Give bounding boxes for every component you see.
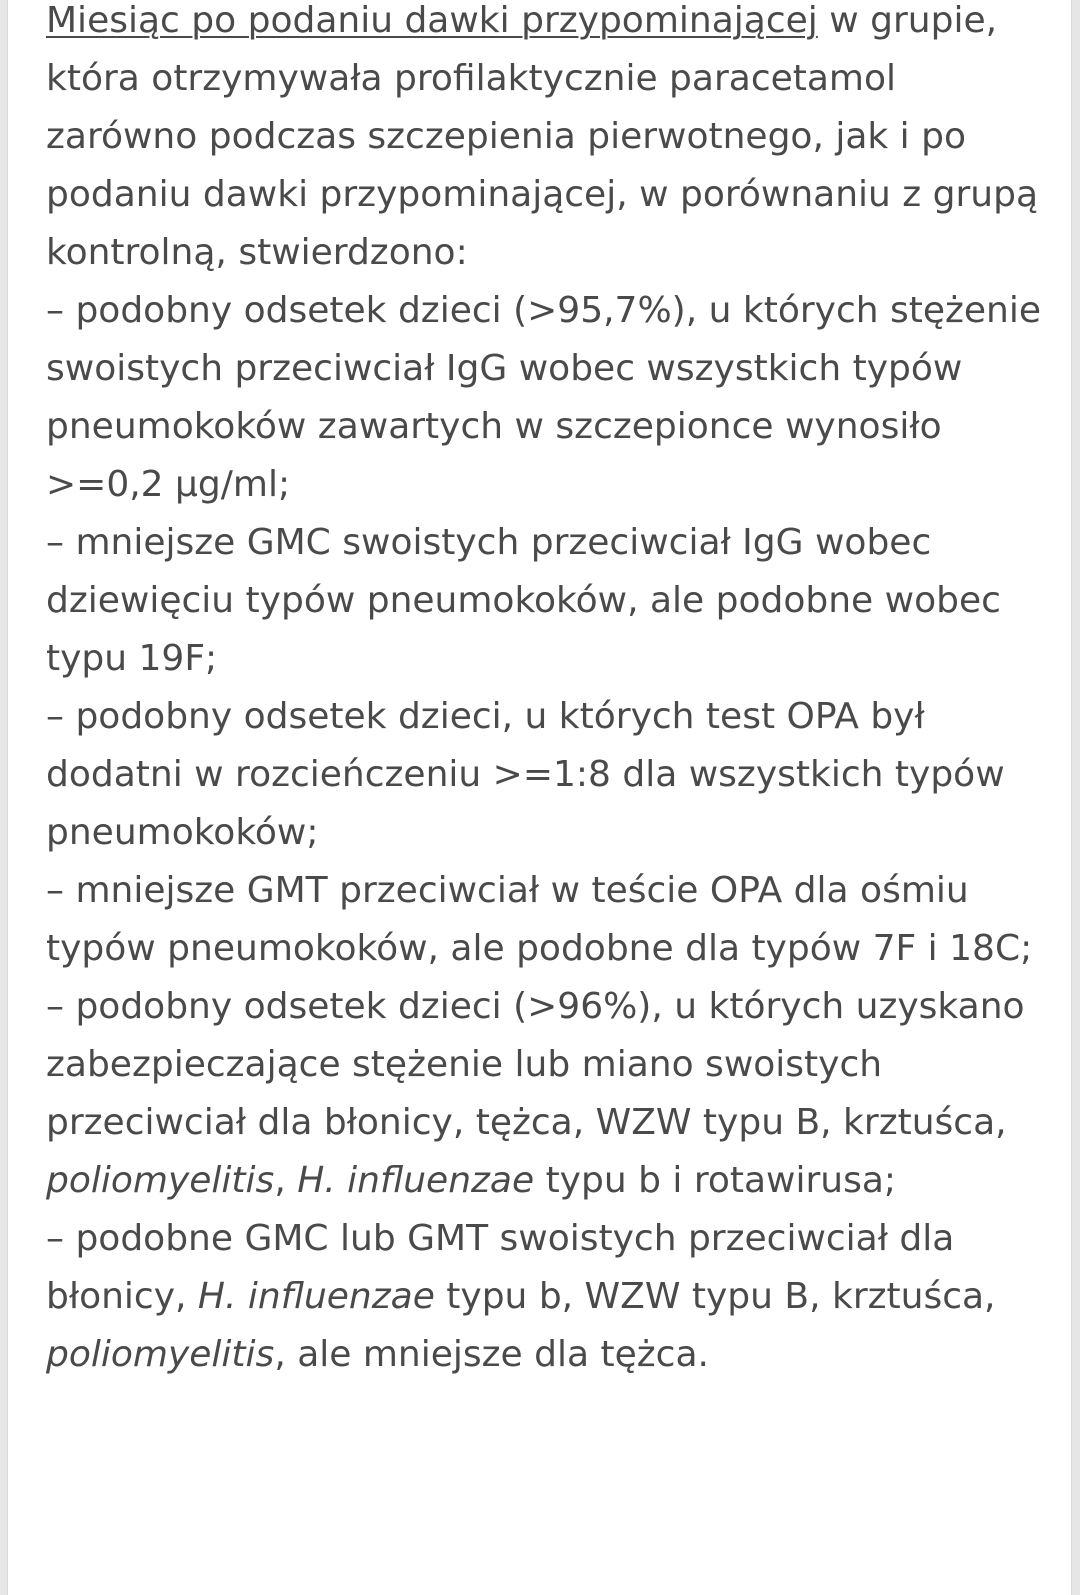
list-item-3: – podobny odsetek dzieci, u których test OPA był dodatni w rozcieńczeniu >=1:8 dla wszystkich typów pneumokoków; xyxy=(46,696,1005,853)
item6-text-2: typu b, WZW typu B, krztuśca, xyxy=(434,1276,996,1317)
item5-italic-influenzae: H. influenzae xyxy=(297,1160,535,1201)
article-body xyxy=(46,0,1056,1384)
item6-text-3: , ale mniejsze dla tężca. xyxy=(274,1334,709,1375)
item6-text-1: – podobne GMC lub GMT swoistych przeciwciał dla błonicy, xyxy=(46,1218,955,1317)
item6-italic-influenzae: H. influenzae xyxy=(197,1276,435,1317)
left-frame-edge xyxy=(0,0,8,1595)
booster-dose-link[interactable]: Miesiąc po podaniu dawki przypominającej xyxy=(46,0,818,41)
list-item-1: – podobny odsetek dzieci (>95,7%), u których stężenie swoistych przeciwciał IgG wobec wszystkich typów pneumokoków zawartych w szczepionce wynosiło >=0,2 µg/ml; xyxy=(46,290,1042,505)
item5-text-1: – podobny odsetek dzieci (>96%), u których uzyskano zabezpieczające stężenie lub miano swoistych przeciwciał dla błonicy, tężca, WZW typu B, krztuśca, xyxy=(46,986,1025,1143)
item5-italic-poliomyelitis: poliomyelitis xyxy=(46,1160,275,1201)
item6-italic-poliomyelitis: poliomyelitis xyxy=(46,1334,275,1375)
list-item-2: – mniejsze GMC swoistych przeciwciał IgG wobec dziewięciu typów pneumokoków, ale podobne wobec typu 19F; xyxy=(46,522,1001,679)
intro-paragraph xyxy=(46,0,1056,282)
item5-text-2: , xyxy=(274,1160,298,1201)
list-item-5 xyxy=(46,978,1056,1210)
item5-text-3: typu b i rotawirusa; xyxy=(534,1160,897,1201)
list-item-6 xyxy=(46,1210,1056,1384)
list-item-4: – mniejsze GMT przeciwciał w teście OPA dla ośmiu typów pneumokoków, ale podobne dla typów 7F i 18C; xyxy=(46,870,1033,969)
intro-text: w grupie, która otrzymywała profilaktycznie paracetamol zarówno podczas szczepienia pierwotnego, jak i po podaniu dawki przypominającej, w porównaniu z grupą kontrolną, stwierdzono: xyxy=(46,0,1039,273)
right-frame-edge xyxy=(1071,0,1080,1595)
